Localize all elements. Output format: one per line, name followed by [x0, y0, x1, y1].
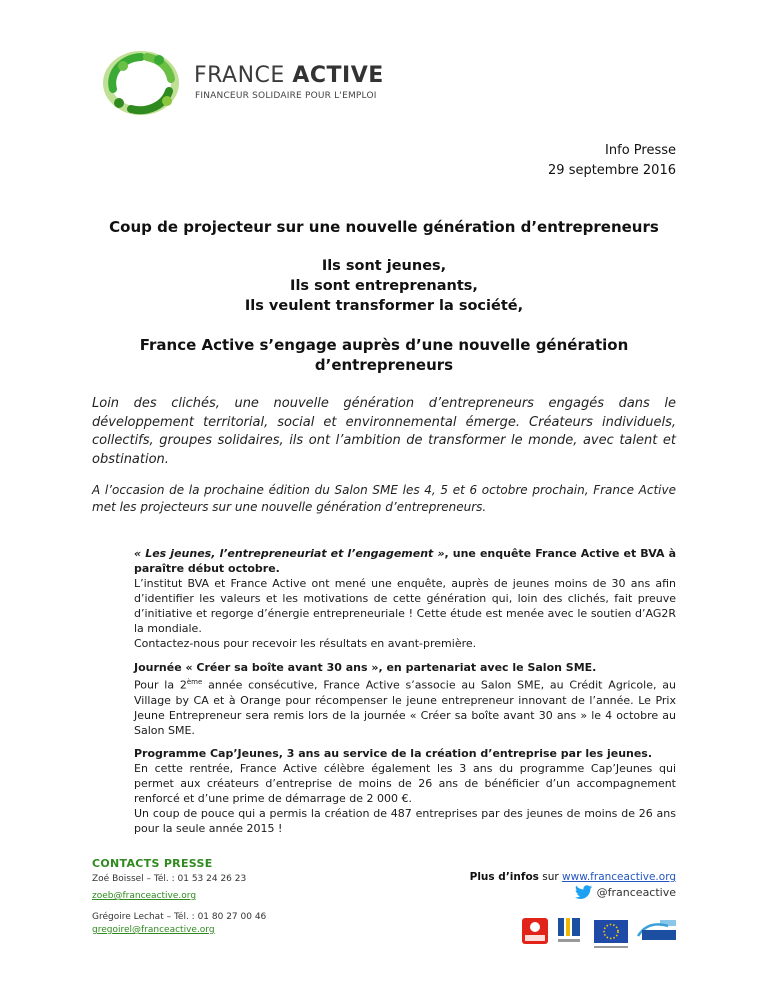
contact-name: Zoé Boissel – Tél. : 01 53 24 26 23 — [92, 874, 247, 884]
logo-tagline: FINANCEUR SOLIDAIRE POUR L'EMPLOI — [195, 91, 377, 101]
section-body: Contactez-nous pour recevoir les résultats en avant-première. — [134, 637, 477, 650]
logo-mark-icon — [101, 49, 187, 117]
twitter-bird-icon — [575, 885, 593, 900]
contact-email-link[interactable]: zoeb@franceactive.org — [92, 891, 197, 901]
eu-flag-icon — [594, 920, 628, 948]
france-active-logo — [101, 49, 411, 117]
subtitle-line: Ils sont entreprenants, — [290, 278, 478, 294]
main-title: Coup de projecteur sur une nouvelle génération d’entrepreneurs — [109, 218, 659, 236]
subtitle — [0, 256, 768, 316]
caisse-des-depots-logo-icon — [522, 918, 548, 944]
section-body: L’institut BVA et France Active ont mené une enquête, auprès de jeunes moins de 30 ans afin d’identifier les valeurs et les motivations de cette génération qui, loin des clichés, fait preuve d’initiative et regorge d’énergie entrepreneuriale ! Cette étude est menée avec le soutien d’AG2R la mondiale. — [134, 577, 676, 635]
section-event — [134, 660, 676, 738]
press-info — [548, 141, 676, 181]
logo-wordmark: FRANCE ACTIVE — [194, 63, 384, 88]
contact-email-link[interactable]: gregoirel@franceactive.org — [92, 925, 215, 935]
subtitle-line: Ils veulent transformer la société, — [244, 298, 524, 314]
info-label: Info Presse — [605, 143, 676, 158]
more-info: Plus d’infos sur www.franceactive.org @franceactive — [469, 871, 676, 899]
website-link[interactable]: www.franceactive.org — [562, 871, 676, 883]
subtitle-line: Ils sont jeunes, — [321, 258, 447, 274]
section-program — [134, 746, 676, 836]
secondary-title-line: d’entrepreneurs — [314, 356, 454, 374]
intro-paragraph-2: A l’occasion de la prochaine édition du Salon SME les 4, 5 et 6 octobre prochain, France Active met les projecteurs sur une nouvelle génération d’entrepreneurs. — [92, 483, 676, 514]
europe-engage-logo-icon — [638, 920, 676, 940]
intro-paragraph: Loin des clichés, une nouvelle génération d’entrepreneurs engagés dans le développement territorial, social et environnemental émerge. Créateurs individuels, collectifs, groupes solidaires, ils ont l’ambition de transformer le monde, avec talent et obstination. — [92, 396, 676, 467]
eif-logo-icon — [558, 918, 580, 942]
section-heading: Journée « Créer sa boîte avant 30 ans », en partenariat avec le Salon SME. — [134, 661, 597, 674]
twitter-handle[interactable]: @franceactive — [575, 885, 676, 900]
secondary-title — [0, 335, 768, 375]
info-date: 29 septembre 2016 — [548, 163, 676, 178]
section-heading: « Les jeunes, l’entrepreneuriat et l’engagement », une enquête France Active et BVA à paraître début octobre. — [134, 547, 676, 575]
partner-logos — [520, 908, 680, 954]
section-body: Un coup de pouce qui a permis la création de 487 entreprises par des jeunes de moins de 26 ans pour la seule année 2015 ! — [134, 807, 676, 835]
section-body: En cette rentrée, France Active célèbre également les 3 ans du programme Cap’Jeunes qui permet aux créateurs d’entreprise de moins de 26 ans de bénéficier d’un accompagnement renforcé et d’une prime de démarrage de 2 000 €. — [134, 762, 676, 805]
section-body: Pour la 2ème année consécutive, France Active s’associe au Salon SME, au Crédit Agricole, au Village by CA et à Orange pour récompenser le jeune entrepreneur innovant de l’année. Le Prix Jeune Entrepreneur sera remis lors de la journée « Créer sa boîte avant 30 ans » le 4 octobre au Salon SME. — [134, 678, 676, 737]
section-heading: Programme Cap’Jeunes, 3 ans au service de la création d’entreprise par les jeunes. — [134, 747, 653, 760]
contact-name: Grégoire Lechat – Tél. : 01 80 27 00 46 — [92, 912, 267, 922]
secondary-title-line: France Active s’engage auprès d’une nouvelle génération — [139, 336, 629, 354]
section-survey — [134, 546, 676, 651]
press-contacts — [92, 857, 392, 937]
contacts-heading: CONTACTS PRESSE — [92, 857, 213, 870]
more-info-label: Plus d’infos — [469, 871, 539, 883]
